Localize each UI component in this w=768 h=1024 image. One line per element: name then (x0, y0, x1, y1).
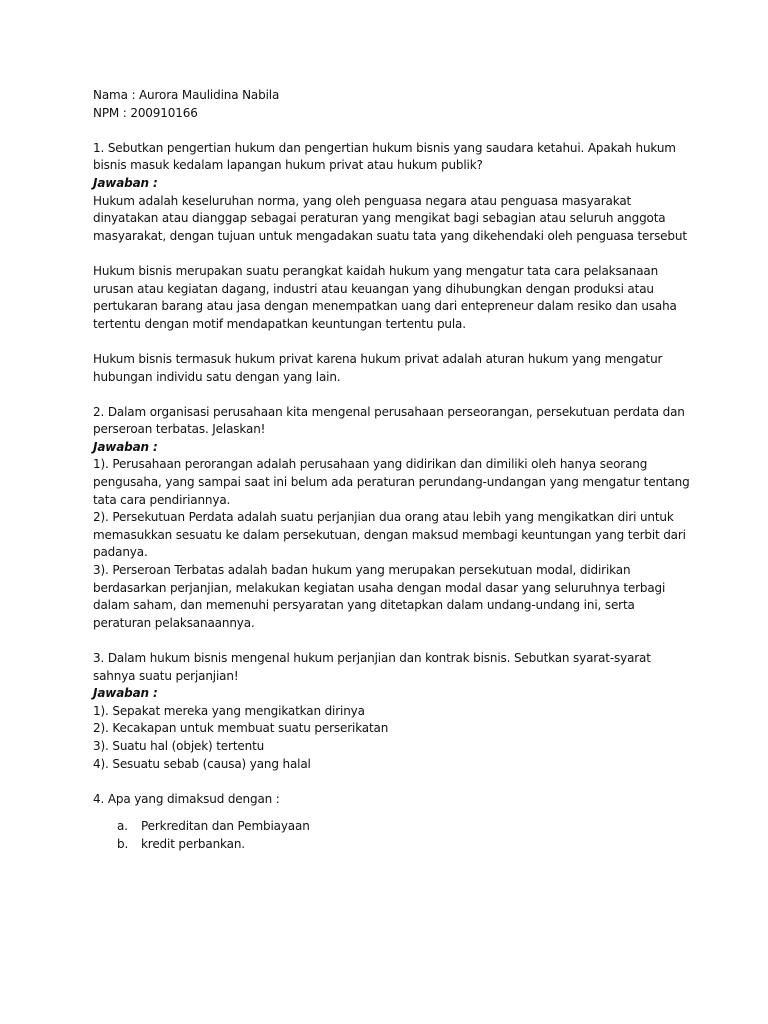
question-text: sahnya suatu perjanjian! (93, 668, 239, 683)
answer-text: padanya. (93, 545, 148, 560)
question-text: 3. Dalam hukum bisnis mengenal hukum perjanjian dan kontrak bisnis. Sebutkan syarat-syarat (93, 651, 651, 665)
answer-text: pertukaran barang atau jasa dengan menempatkan uang dari entepreneur dalam resiko dan usaha (93, 299, 677, 314)
question-1 (93, 140, 687, 386)
student-npm: NPM : 200910166 (93, 105, 198, 120)
answer-text: pengusaha, yang sampai saat ini belum ada peraturan perundang-undangan yang mengatur tentang (93, 475, 690, 490)
answer-text: 2). Kecakapan untuk membuat suatu perserikatan (93, 721, 389, 736)
answer-text: Hukum bisnis merupakan suatu perangkat kaidah hukum yang mengatur tata cara pelaksanaan (93, 263, 659, 278)
answer-text: 1). Perusahaan perorangan adalah perusahaan yang didirikan dan dimiliki oleh hanya seorang (93, 457, 648, 472)
answer-text: memasukkan sesuatu ke dalam persekutuan, dengan maksud membagi keuntungan yang terbit dari (93, 527, 686, 542)
answer-text: dalam saham, dan memenuhi persyaratan yang ditetapkan dalam undang-undang ini, serta (93, 598, 635, 613)
list-marker: b. (117, 836, 129, 851)
answer-label: Jawaban : (93, 686, 158, 701)
question-text: 2. Dalam organisasi perusahaan kita mengenal perusahaan perseorangan, persekutuan perdata dan (93, 404, 685, 419)
answer-text: urusan atau kegiatan dagang, industri atau keuangan yang dihubungkan dengan produksi atau (93, 281, 654, 296)
question-text: perseroan terbatas. Jelaskan! (93, 422, 266, 437)
list-item-text: kredit perbankan. (141, 836, 245, 851)
answer-text: Hukum adalah keseluruhan norma, yang oleh penguasa negara atau penguasa masyarakat (93, 193, 632, 208)
answer-text: 1). Sepakat mereka yang mengikatkan dirinya (93, 703, 365, 718)
answer-text: masyarakat, dengan tujuan untuk mengadakan suatu tata yang dikehendaki oleh penguasa tersebut (93, 228, 687, 243)
answer-text: tertentu dengan motif mendapatkan keuntungan tertentu pula. (93, 316, 466, 331)
list-marker: a. (117, 819, 128, 834)
answer-text: hubungan individu satu dengan yang lain. (93, 369, 341, 384)
list-item-text: Perkreditan dan Pembiayaan (141, 819, 310, 834)
answer-text: tata cara pendiriannya. (93, 492, 231, 507)
question-text: 4. Apa yang dimaksud dengan : (93, 791, 280, 806)
list-item (93, 818, 683, 836)
question-4 (93, 791, 683, 854)
list-item (93, 836, 683, 854)
question-2 (93, 404, 690, 633)
document-body (93, 87, 690, 854)
answer-text: dinyatakan atau dianggap sebagai peraturan yang mengikat bagi sebagian atau seluruh anggota (93, 211, 666, 226)
answer-text: Hukum bisnis termasuk hukum privat karena hukum privat adalah aturan hukum yang mengatur (93, 351, 663, 366)
answer-text: 2). Persekutuan Perdata adalah suatu perjanjian dua orang atau lebih yang mengikatkan diri untuk (93, 510, 674, 525)
answer-text: peraturan pelaksanaannya. (93, 615, 255, 630)
answer-label: Jawaban : (93, 439, 158, 454)
answer-text: 4). Sesuatu sebab (causa) yang halal (93, 756, 311, 771)
answer-text: 3). Suatu hal (objek) tertentu (93, 738, 265, 753)
question-3 (93, 650, 683, 773)
question-text: bisnis masuk kedalam lapangan hukum privat atau hukum publik? (93, 158, 483, 173)
answer-label: Jawaban : (93, 175, 158, 190)
student-name: Nama : Aurora Maulidina Nabila (93, 88, 280, 102)
answer-text: berdasarkan perjanjian, melakukan kegiatan usaha dengan modal dasar yang seluruhnya terbagi (93, 580, 666, 595)
question-text: 1. Sebutkan pengertian hukum dan pengertian hukum bisnis yang saudara ketahui. Apakah hukum (93, 140, 676, 155)
answer-text: 3). Perseroan Terbatas adalah badan hukum yang merupakan persekutuan modal, didirikan (93, 563, 631, 578)
